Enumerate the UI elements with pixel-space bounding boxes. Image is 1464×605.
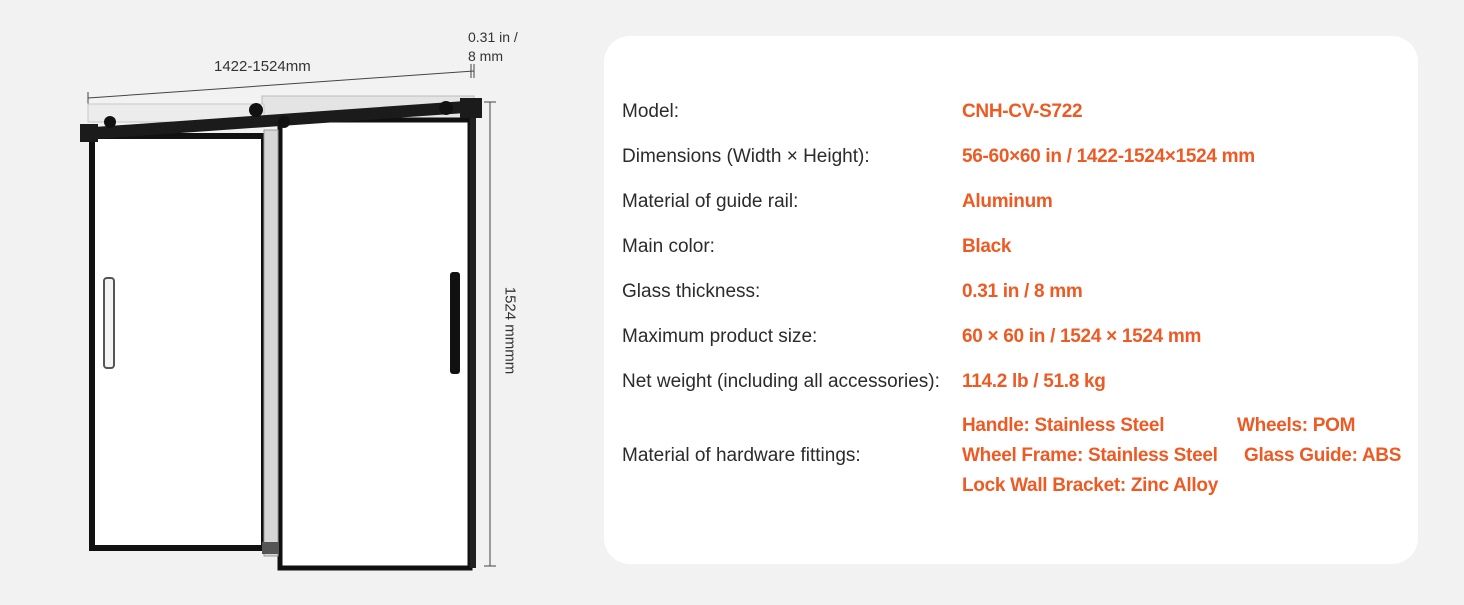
width-dimension-label: 1422-1524mm	[214, 58, 311, 75]
hardware-fittings-label: Material of hardware fittings:	[622, 445, 861, 466]
thickness-dimension-label-unit: 8 mm	[468, 48, 503, 64]
spec-label: Main color:	[622, 236, 715, 257]
spec-value: 0.31 in / 8 mm	[962, 281, 1083, 302]
thickness-dimension-label: 0.31 in /	[468, 29, 518, 45]
spec-label: Model:	[622, 101, 680, 122]
spec-label: Dimensions (Width × Height):	[622, 146, 870, 167]
spec-row-glass-thickness	[622, 280, 1082, 304]
spec-value: 114.2 lb / 51.8 kg	[962, 371, 1106, 392]
height-dimension-label: 1524 mmmm	[501, 286, 519, 375]
spec-row-max-size	[622, 325, 1201, 349]
hardware-item-wall-bracket: Lock Wall Bracket: Zinc Alloy	[962, 475, 1218, 496]
spec-label: Glass thickness:	[622, 281, 761, 302]
spec-row-main-color	[622, 235, 1011, 259]
spec-label: Material of guide rail:	[622, 191, 799, 212]
spec-value: CNH-CV-S722	[962, 101, 1083, 122]
spec-value: Black	[962, 236, 1012, 257]
spec-label: Maximum product size:	[622, 326, 818, 347]
hardware-item-wheel-frame: Wheel Frame: Stainless Steel	[962, 445, 1218, 466]
spec-value: 56-60×60 in / 1422-1524×1524 mm	[962, 146, 1255, 167]
spec-value: 60 × 60 in / 1524 × 1524 mm	[962, 326, 1202, 347]
specifications-card	[604, 36, 1418, 564]
spec-row-guide-rail	[622, 190, 1053, 214]
hardware-item-handle: Handle: Stainless Steel	[962, 415, 1165, 436]
hardware-item-glass-guide: Glass Guide: ABS	[1244, 445, 1402, 466]
shower-door-diagram	[0, 0, 600, 600]
spec-row-net-weight	[622, 370, 1106, 394]
spec-row-dimensions	[622, 145, 1255, 169]
spec-row-model	[622, 100, 1082, 124]
spec-value: Aluminum	[962, 191, 1053, 212]
spec-label: Net weight (including all accessories):	[622, 371, 940, 392]
hardware-item-wheels: Wheels: POM	[1237, 415, 1356, 436]
